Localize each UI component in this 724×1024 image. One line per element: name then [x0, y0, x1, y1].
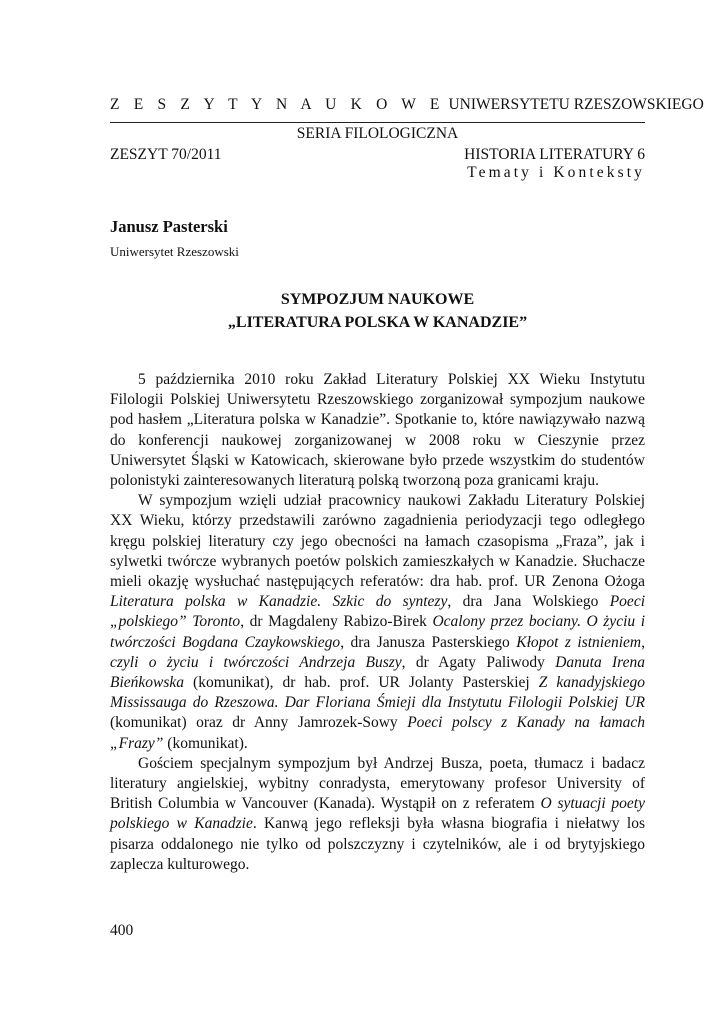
text-run: (komunikat), dr hab. prof. UR Jolanty Pasterskiej — [184, 674, 539, 692]
author-name: Janusz Pasterski — [110, 217, 228, 236]
text-run: (komunikat). — [163, 734, 248, 752]
volume-title: HISTORIA LITERATURY 6 — [464, 146, 645, 163]
page-number: 400 — [110, 922, 134, 939]
paragraph-2 — [110, 491, 645, 754]
article-title — [110, 288, 645, 334]
paragraph-1: 5 października 2010 roku Zakład Literatury Polskiej XX Wieku Instytutu Filologii Polskiej Uniwersytetu Rzeszowskiego zorganizował sympozjum naukowe pod hasłem „Literatura polska w Kanadzie”. Spotkanie to, które nawiązywało nazwą do konferencji naukowej zorganizowanej w 2008 roku w Cieszynie przez Uniwersytet Śląski w Katowicach, skierowane było przede wszystkim do studentów polonistyki zainteresowanych literaturą polską tworzoną poza granicami kraju. — [110, 371, 645, 490]
journal-university: UNIWERSYTETU RZESZOWSKIEGO — [448, 96, 704, 113]
italic-title: Z kanadyjskiego Mississauga do Rzeszowa. Dar Floriana Śmieji dla Instytutu Filologii Polskiej UR — [110, 674, 645, 712]
text-run: , dr Magdaleny Rabizo-Birek — [240, 613, 433, 631]
article-body — [110, 370, 645, 875]
series-title: SERIA FILOLOGICZNA — [296, 125, 459, 142]
text-run: Gościem specjalnym sympozjum był Andrzej Busza, poeta, tłumacz i badacz literatury angielskiej, wybitny conradysta, emerytowany profesor University of British Columbia w Vancouver (Kanada). Wystąpił on z referatem — [110, 754, 645, 813]
italic-title: Danuta Irena Bieńkowska — [110, 653, 645, 692]
italic-title: Ocalony przez bociany. O życiu i twórczości Bogdana Czaykowskiego — [110, 613, 646, 651]
text-run: W sympozjum wzięli udział pracownicy naukowi Zakładu Literatury Polskiej XX Wieku, którzy przedstawili zarówno zagadnienia periodyzacji tego odległego kręgu polskiej literatury czy jego obecności na łamach czasopisma „Fraza”, jak i sylwetki twórcze wybranych poetów polskich zamieszkałych w Kanadzie. Słuchacze mieli okazję wysłuchać następujących referatów: dra hab. prof. UR Zenona Ożoga — [110, 492, 645, 591]
text-run: , dra Janusza Pasterskiego — [340, 633, 517, 651]
text-run: , dra Jana Wolskiego — [447, 593, 610, 611]
paragraph-3 — [110, 754, 645, 875]
italic-title: O sytuacji poety polskiego w Kanadzie — [110, 795, 645, 833]
journal-header — [110, 96, 704, 114]
volume-subtitle: Tematy i Konteksty — [467, 164, 645, 181]
article-title-line-2: „LITERATURA POLSKA W KANADZIE” — [227, 314, 528, 331]
italic-title: Poeci „polskiego” Toronto — [110, 593, 646, 631]
text-run: . Kanwą jego refleksji była własna biografia i niełatwy los pisarza oddalonego nie tylko od polszczyzny i czytelników, ale i od brytyjskiego zaplecza kulturowego. — [110, 815, 645, 873]
italic-title: Literatura polska w Kanadzie. Szkic do syntezy — [110, 593, 448, 611]
article-title-line-1: SYMPOZJUM NAUKOWE — [280, 291, 475, 308]
italic-title: Poeci polscy z Kanady na łamach „Frazy” — [110, 714, 645, 752]
author-affiliation: Uniwersytet Rzeszowski — [110, 244, 239, 259]
text-run: , dr Agaty Paliwody — [401, 653, 556, 671]
text-run: (komunikat) oraz dr Anny Jamrozek-Sowy — [110, 714, 408, 732]
italic-title: Kłopot z istnieniem, czyli o życiu i twórczości Andrzeja Buszy — [110, 633, 645, 671]
issue-number: ZESZYT 70/2011 — [110, 146, 222, 163]
journal-name-spaced: Z E S Z Y T Y N A U K O W E — [110, 96, 445, 113]
header-divider — [110, 122, 645, 123]
